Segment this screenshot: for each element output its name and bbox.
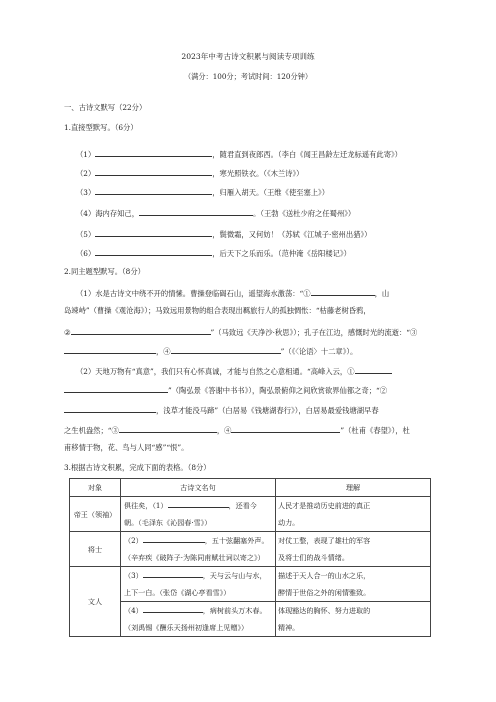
q2-p1-line-2: 岛竦峙”（曹操《观沧海》）；马致远用景物的组合表现出羁旅行人的孤独惆怅：“枯藤老树昏鸦， [64,306,371,315]
item-number: （2） [76,169,96,178]
answer-blank[interactable] [143,605,203,613]
meaning-text: 动力。 [278,518,300,527]
meaning-text: 体现豁达的胸怀、努力进取的 [278,606,371,615]
poem-cell [121,532,276,567]
page-title: 2023年中考古诗文积累与阅读专项训练 [181,52,315,61]
item-text-before: （4）海内存知己， [76,209,140,218]
passage-text: （2）天地万物有“真意”，我们只有心怀真诚，才能与自然之心意相通。“高峰入云，① [76,367,355,376]
answer-blank[interactable] [119,425,217,433]
item-text: 。（王勃《送杜少府之任蜀州》） [253,209,356,218]
page-subtitle: （满分：100分；考试时间：120分钟） [183,72,313,81]
poem-text: 上下一白。（张岱《湖心亭看雪》） [124,588,231,597]
q1-item-3 [76,187,329,196]
q2-p2-line-1 [76,366,392,375]
item-text: ，归雁入胡天。（王维《使至塞上》） [212,188,329,197]
meaning-text: 及将士们的战斗情绪。 [278,553,349,562]
item-number: （1） [76,150,96,159]
table-row [70,567,431,602]
poetry-table [69,478,431,637]
question-2-heading: 2.同主题型默写。（8分） [64,267,145,276]
q2-p2-line-5: 甫移情于物，花、鸟与人同“感”“恨”。 [64,443,189,452]
q1-item-1 [76,149,402,158]
meaning-text: 对仗工整，表现了雄壮的军容 [278,536,371,545]
poem-text: （2） [124,536,143,545]
item-number: （5） [76,230,96,239]
passage-text: ，④ [216,426,232,435]
q2-p1-line-1 [76,288,389,297]
passage-text: 之生机盎然；“③ [64,426,119,435]
q2-p2-line-2 [64,385,387,394]
passage-text: ”（杜甫《春望》），杜 [340,426,410,435]
q2-p1-line-3 [64,327,417,336]
object-cell: 将士 [70,532,121,567]
poem-text: 朝。（毛泽东《沁园春·雪》） [124,518,212,527]
item-text: ，鬓微霜，又何妨！（苏轼《江城子·密州出猎》） [212,230,372,239]
answer-blank[interactable] [143,570,203,578]
poem-cell [121,567,276,602]
answer-blank[interactable] [64,346,156,354]
answer-blank[interactable] [168,500,229,508]
answer-blank[interactable] [64,405,156,413]
meaning-text: 描述于天人合一的山水之乐， [278,571,371,580]
column-header-meaning: 理解 [276,479,431,497]
passage-text: ，④ [156,347,171,356]
passage-text: ”（《〈论语〉十二章》）。 [280,347,358,356]
answer-blank[interactable] [71,327,211,335]
question-3-heading: 3.根据古诗文积累，完成下面的表格。（8分） [64,463,211,472]
poem-text: （3） [124,571,143,580]
q1-item-2 [76,168,303,177]
answer-blank[interactable] [171,346,281,354]
poem-text: ，还看今 [228,501,257,510]
passage-text: ”（陶弘景《答谢中书书》），陶弘景俯仰之间欣赏欲界仙都之奇；“② [168,386,388,395]
object-cell: 文人 [70,567,121,637]
answer-blank[interactable] [139,208,253,216]
poem-cell [121,497,276,532]
item-text: ，寒光照铁衣。（《木兰诗》） [212,169,304,178]
item-number: （3） [76,188,96,197]
meaning-cell [276,497,431,532]
meaning-text: 人民才是推动历史前进的真正 [278,501,371,510]
poem-text: （辛弃疾《破阵子·为陈同甫赋壮词以寄之》） [124,553,265,562]
answer-blank[interactable] [231,425,340,433]
item-number: （6） [76,249,96,258]
poem-text: 俱往矣，（1） [124,501,168,510]
answer-blank[interactable] [143,535,205,543]
poem-text: ，五十弦翻塞外声。 [204,536,269,545]
column-header-poem: 古诗文名句 [121,479,276,497]
meaning-cell [276,532,431,567]
poem-text: （4） [124,606,143,615]
meaning-text: 醉情于世俗之外的闲情雅致。 [278,588,371,597]
poem-text: ，天与云与山与水， [202,571,267,580]
answer-blank[interactable] [95,187,212,195]
table-row [70,602,431,637]
q1-item-5 [76,229,371,238]
answer-blank[interactable] [311,288,375,296]
answer-blank[interactable] [95,229,212,237]
answer-blank[interactable] [95,168,212,176]
answer-blank[interactable] [95,149,212,157]
poem-text: （刘禹锡《酬乐天扬州初逢席上见赠》） [124,623,249,632]
meaning-text: 精神。 [278,623,300,632]
column-header-object: 对象 [70,479,121,497]
section-heading: 一、古诗文默写（22分） [64,103,147,112]
object-cell: 帝王（领袖） [70,497,121,532]
poem-cell [121,602,276,637]
passage-text: ，山 [374,289,390,298]
passage-text: （1）水是古诗文中绕不开的情愫。曹操登临碣石山，遥望海水激荡：“① [76,289,311,298]
table-row [70,497,431,532]
passage-text: ，浅草才能没马蹄”（白居易《钱塘湖春行》），白居易最爱钱塘湖早春 [156,406,379,415]
q2-p1-line-4 [64,346,357,355]
passage-text: ”（马致远《天净沙·秋思》）；孔子在江边，感慨时光的流逝：“③ [210,328,418,337]
q1-item-4 [76,208,355,217]
question-1-heading: 1.直接型默写。（6分） [64,123,138,132]
meaning-cell [276,602,431,637]
q2-p2-line-4 [64,425,410,434]
item-text: ，随君直到夜郎西。（李白《闻王昌龄左迁龙标遥有此寄》） [212,150,402,159]
answer-blank[interactable] [95,248,212,256]
q1-item-6 [76,248,351,257]
passage-text: ② [64,328,71,337]
item-text: ，后天下之乐而乐。（范仲淹《岳阳楼记》） [212,249,351,258]
table-header-row [70,479,431,497]
poem-text: ，病树前头万木春。 [202,606,267,615]
answer-blank[interactable] [64,385,168,393]
table-row [70,532,431,567]
answer-blank[interactable] [355,366,392,374]
q2-p2-line-3 [64,405,379,414]
meaning-cell [276,567,431,602]
